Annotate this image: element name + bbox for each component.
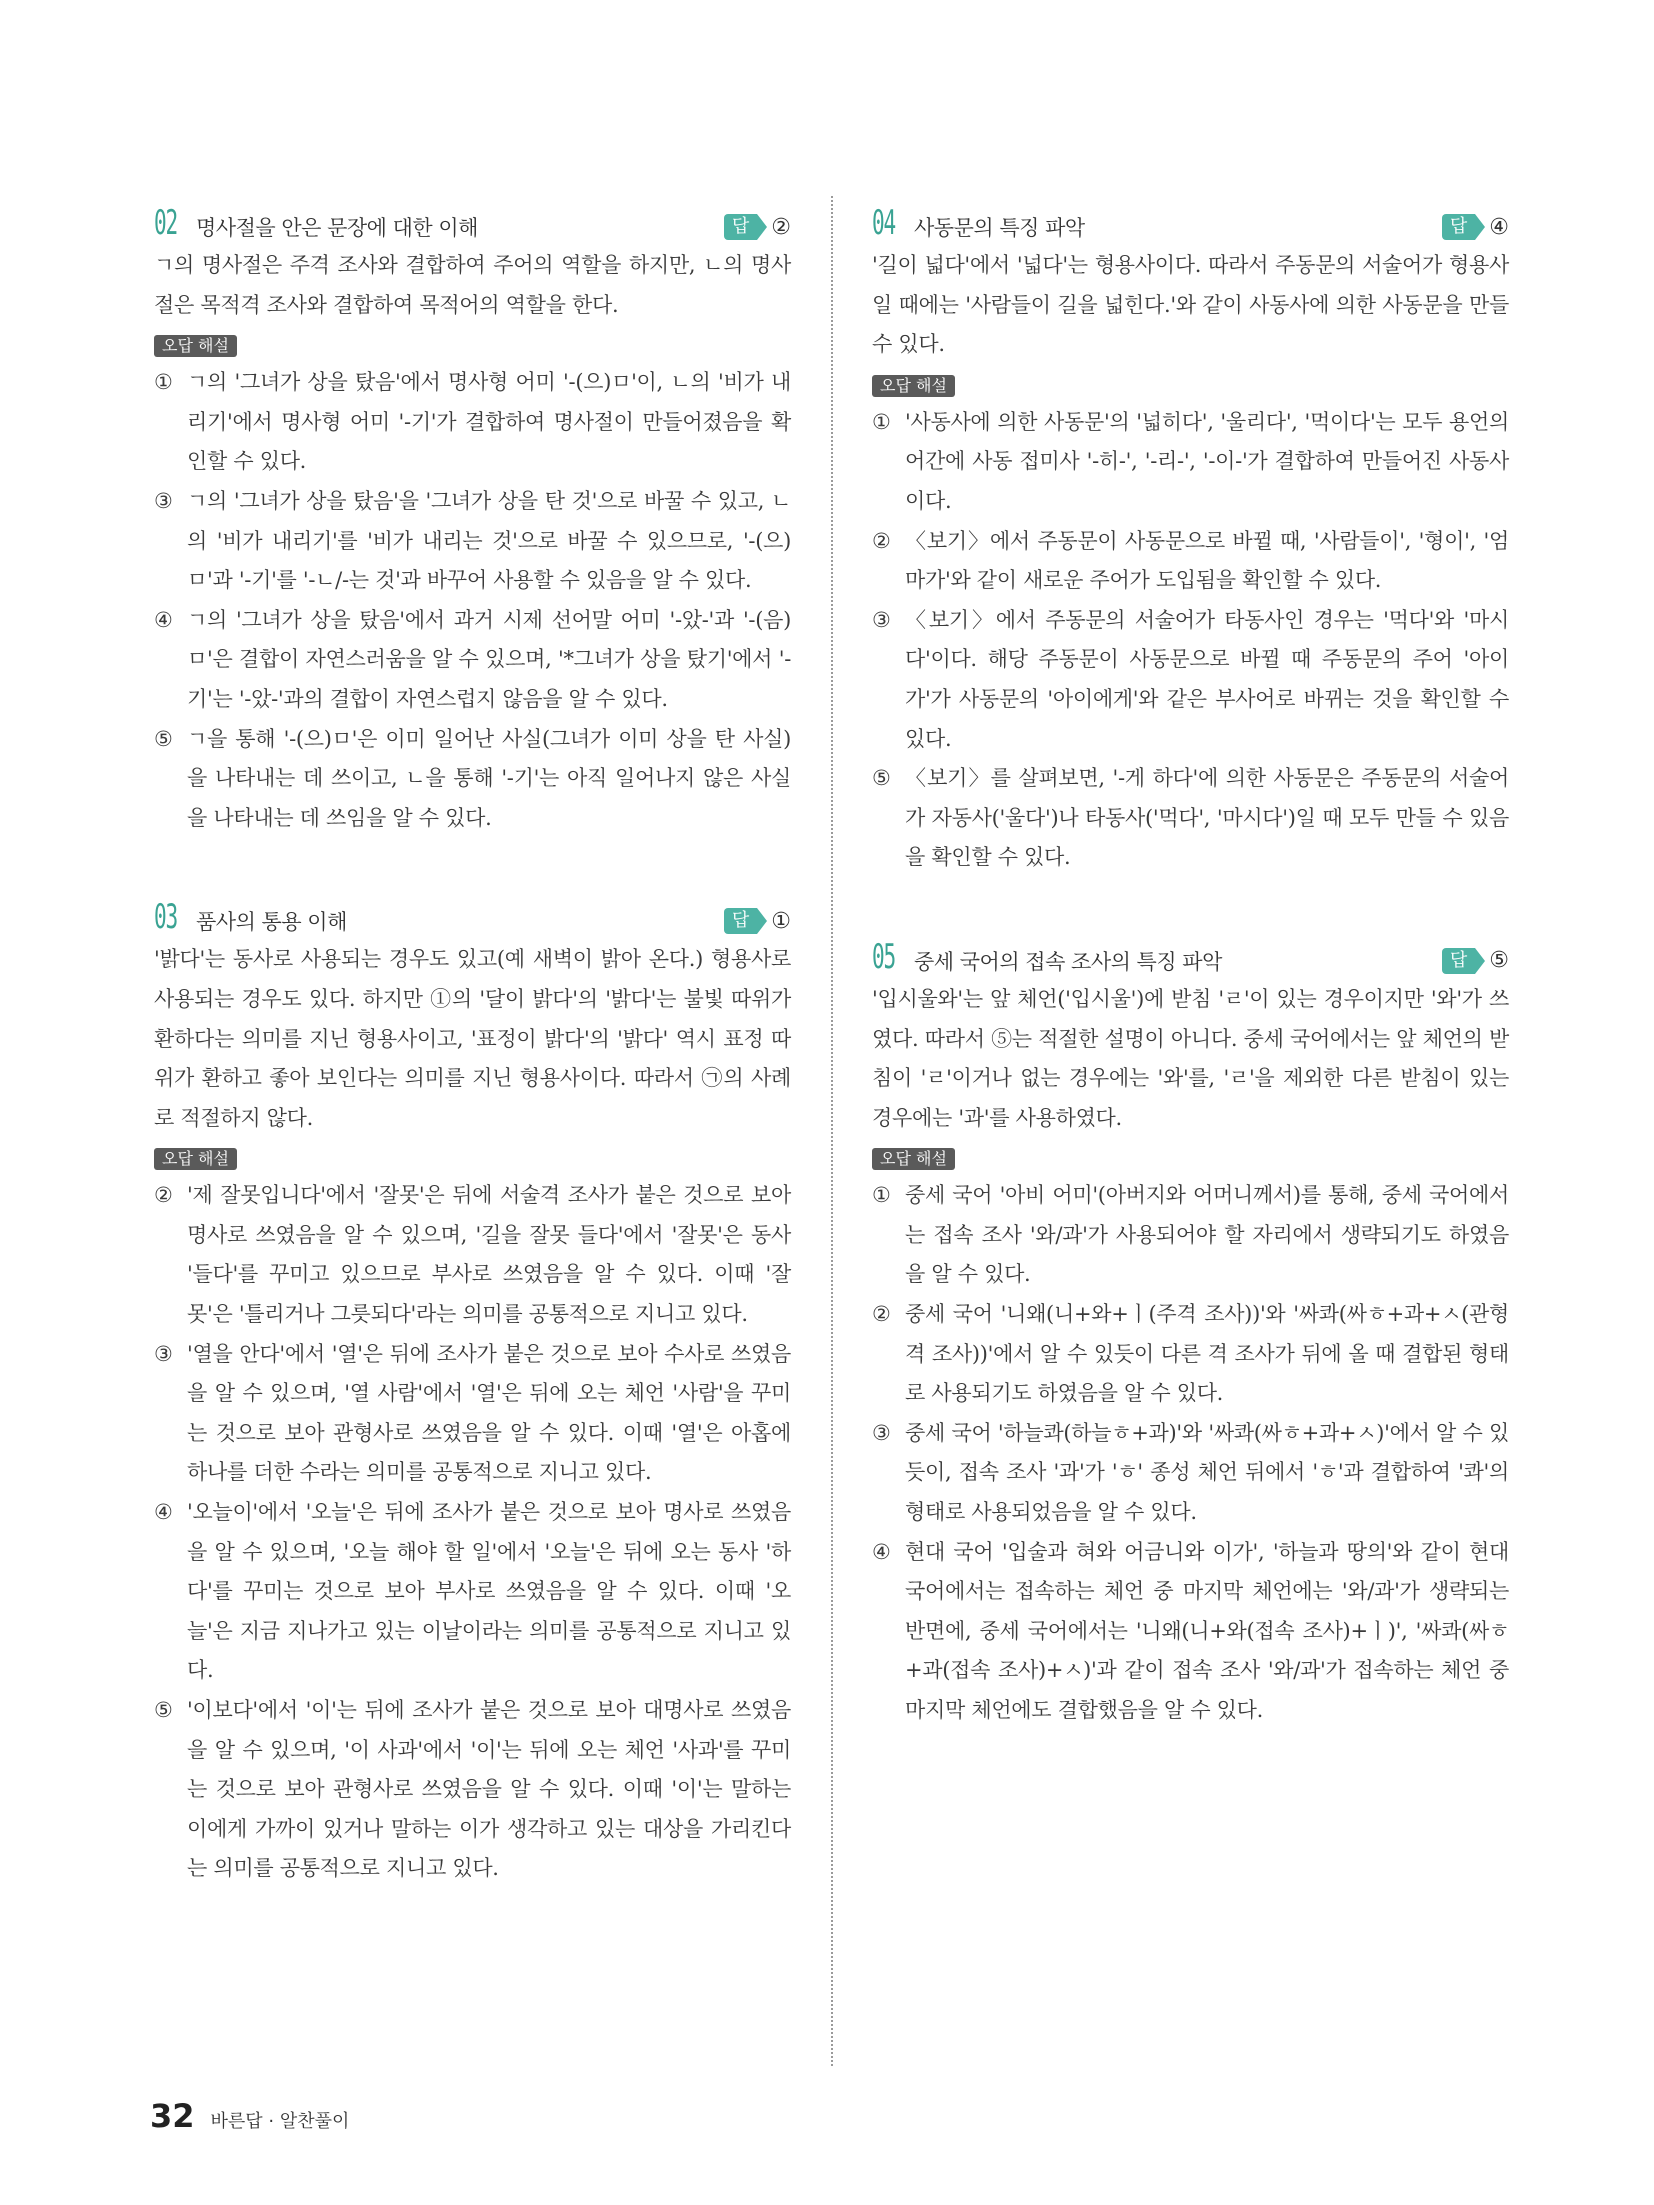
wrong-answer-item — [872, 601, 1509, 759]
explanation-text: '입시울와'는 앞 체언('입시울')에 받침 'ㄹ'이 있는 경우이지만 '와'가 쓰였다. 따라서 ⑤는 적절한 설명이 아니다. 중세 국어에서는 앞 체언의 받침이 'ㄹ'이거나 없는 경우에는 '와'를, 'ㄹ'을 제외한 다른 받침이 있는 경우에는 '과'를 사용하였다. — [872, 986, 1509, 1130]
wrong-answer-item — [872, 522, 1509, 601]
item-marker: ③ — [872, 607, 891, 632]
section-header — [154, 196, 791, 243]
item-marker: ③ — [154, 488, 173, 513]
item-marker: ② — [872, 528, 891, 553]
wrong-answer-item — [872, 403, 1509, 522]
section-header — [872, 930, 1509, 977]
question-number: 05 — [872, 936, 895, 977]
item-text: ㄱ의 '그녀가 상을 탔음'에서 과거 시제 선어말 어미 '-았-'과 '-(음)ㅁ'은 결합이 자연스러움을 알 수 있으며, '*그녀가 상을 탔기'에서 '-기'는 '-았-'과의 결합이 자연스럽지 않음을 알 수 있다. — [187, 607, 791, 711]
answer-badge: 답 — [1442, 214, 1475, 240]
question-number: 02 — [154, 203, 177, 243]
question-section — [872, 196, 1509, 878]
wrong-answer-tag: 오답 해설 — [872, 1148, 955, 1170]
wrong-answer-item — [154, 720, 791, 839]
wrong-answer-item — [872, 1533, 1509, 1731]
wrong-answer-list — [154, 1176, 791, 1889]
item-marker: ③ — [154, 1341, 173, 1366]
item-text: 〈보기〉에서 주동문이 사동문으로 바뀔 때, '사람들이', '형이', '엄마가'와 같이 새로운 주어가 도입됨을 확인할 수 있다. — [905, 528, 1509, 593]
answer-indicator — [1442, 948, 1509, 974]
item-text: 중세 국어 '하늘콰(하늘ㅎ+과)'와 '싸콰(싸ㅎ+과+ㅅ)'에서 알 수 있듯이, 접속 조사 '과'가 'ㅎ' 종성 체언 뒤에서 'ㅎ'과 결합하여 '콰'의 형태로 사용되었음을 알 수 있다. — [905, 1420, 1509, 1525]
wrong-answer-item — [154, 1176, 791, 1334]
wrong-answer-item — [872, 759, 1509, 878]
item-text: '오늘이'에서 '오늘'은 뒤에 조사가 붙은 것으로 보아 명사로 쓰였음을 알 수 있으며, '오늘 해야 할 일'에서 '오늘'은 뒤에 오는 동사 '하다'를 꾸미는 것으로 보아 부사로 쓰였음을 알 수 있다. 이때 '오늘'은 지금 지나가고 있는 이날이라는 의미를 공통적으로 지니고 있다. — [187, 1500, 791, 1683]
wrong-answer-item — [872, 1176, 1509, 1295]
question-number: 04 — [872, 203, 895, 243]
right-column — [872, 196, 1509, 1783]
wrong-answer-list — [872, 403, 1509, 878]
wrong-answer-item — [872, 1414, 1509, 1533]
answer-indicator — [1442, 214, 1509, 240]
item-marker: ④ — [154, 1500, 173, 1525]
item-marker: ③ — [872, 1420, 891, 1445]
item-text: 중세 국어 '니왜(니+와+ㅣ(주격 조사))'와 '싸콰(싸ㅎ+과+ㅅ(관형격 조사))'에서 알 수 있듯이 다른 격 조사가 뒤에 올 때 결합된 형태로 사용되기도 하였음을 알 수 있다. — [905, 1302, 1509, 1406]
item-text: ㄱ의 '그녀가 상을 탔음'을 '그녀가 상을 탄 것'으로 바꿀 수 있고, ㄴ의 '비가 내리기'를 '비가 내리는 것'으로 바꿀 수 있으므로, '-(으)ㅁ'과 '-기'를 '-ㄴ/-는 것'과 바꾸어 사용할 수 있음을 알 수 있다. — [187, 488, 791, 593]
item-text: 〈보기〉를 살펴보면, '-게 하다'에 의한 사동문은 주동문의 서술어가 자동사('울다')나 타동사('먹다', '마시다')일 때 모두 만들 수 있음을 확인할 수 있다. — [905, 766, 1509, 870]
section-title: 사동문의 특징 파악 — [914, 216, 1085, 240]
answer-badge: 답 — [724, 908, 757, 934]
item-marker: ⑤ — [154, 726, 173, 751]
item-text: '사동사에 의한 사동문'의 '넓히다', '울리다', '먹이다'는 모두 용언의 어간에 사동 접미사 '-히-', '-리-', '-이-'가 결합하여 만들어진 사동사이다. — [905, 409, 1509, 513]
wrong-answer-item — [154, 1493, 791, 1691]
explanation-text: '길이 넓다'에서 '넓다'는 형용사이다. 따라서 주동문의 서술어가 형용사일 때에는 '사람들이 길을 넓힌다.'와 같이 사동사에 의한 사동문을 만들 수 있다. — [872, 253, 1509, 357]
column-divider — [831, 196, 833, 2066]
wrong-answer-tag: 오답 해설 — [154, 1148, 237, 1170]
wrong-answer-item — [154, 1691, 791, 1889]
wrong-answer-item — [154, 601, 791, 720]
item-text: ㄱ을 통해 '-(으)ㅁ'은 이미 일어난 사실(그녀가 이미 상을 탄 사실)을 나타내는 데 쓰이고, ㄴ을 통해 '-기'는 아직 일어나지 않은 사실을 나타내는 데 쓰임을 알 수 있다. — [187, 726, 791, 830]
answer-value: ④ — [1489, 214, 1509, 240]
explanation-text: '밝다'는 동사로 사용되는 경우도 있고(예 새벽이 밝아 온다.) 형용사로 사용되는 경우도 있다. 하지만 ①의 '달이 밝다'의 '밝다'는 불빛 따위가 환하다는 의미를 지닌 형용사이고, '표정이 밝다'의 '밝다' 역시 표정 따위가 환하고 좋아 보인다는 의미를 지닌 형용사이다. 따라서 ㉠의 사례로 적절하지 않다. — [154, 947, 791, 1130]
answer-indicator — [724, 908, 791, 934]
wrong-answer-item — [154, 1335, 791, 1493]
item-marker: ⑤ — [872, 766, 891, 791]
item-text: 〈보기〉에서 주동문의 서술어가 타동사인 경우는 '먹다'와 '마시다'이다. 해당 주동문이 사동문으로 바뀔 때 주동문의 주어 '아이가'가 사동문의 '아이에게'와 같은 부사어로 바뀌는 것을 확인할 수 있다. — [905, 607, 1509, 751]
wrong-answer-tag: 오답 해설 — [154, 335, 237, 357]
answer-value: ② — [771, 214, 791, 240]
section-title: 명사절을 안은 문장에 대한 이해 — [196, 216, 478, 240]
question-section — [154, 890, 791, 1889]
wrong-answer-item — [154, 363, 791, 482]
item-text: '열을 안다'에서 '열'은 뒤에 조사가 붙은 것으로 보아 수사로 쓰였음을 알 수 있으며, '열 사람'에서 '열'은 뒤에 오는 체언 '사람'을 꾸미는 것으로 보아 관형사로 쓰였음을 알 수 있다. 이때 '열'은 아홉에 하나를 더한 수라는 의미를 공통적으로 지니고 있다. — [187, 1341, 791, 1485]
question-section — [872, 930, 1509, 1731]
page-number: 32 — [150, 2097, 195, 2135]
wrong-answer-tag: 오답 해설 — [872, 375, 955, 397]
item-marker: ① — [872, 1183, 891, 1208]
item-text: ㄱ의 '그녀가 상을 탔음'에서 명사형 어미 '-(으)ㅁ'이, ㄴ의 '비가 내리기'에서 명사형 어미 '-기'가 결합하여 명사절이 만들어졌음을 확인할 수 있다. — [187, 370, 791, 474]
answer-badge: 답 — [1442, 948, 1475, 974]
item-marker: ① — [154, 370, 173, 395]
question-section — [154, 196, 791, 838]
item-text: '이보다'에서 '이'는 뒤에 조사가 붙은 것으로 보아 대명사로 쓰였음을 알 수 있으며, '이 사과'에서 '이'는 뒤에 오는 체언 '사과'를 꾸미는 것으로 보아 관형사로 쓰였음을 알 수 있다. 이때 '이'는 말하는 이에게 가까이 있거나 말하는 이가 생각하고 있는 대상을 가리킨다는 의미를 공통적으로 지니고 있다. — [187, 1698, 791, 1881]
item-marker: ① — [872, 409, 891, 434]
item-marker: ④ — [154, 607, 173, 632]
answer-badge: 답 — [724, 214, 757, 240]
item-text: 중세 국어 '아비 어미'(아버지와 어머니께서)를 통해, 중세 국어에서는 접속 조사 '와/과'가 사용되어야 할 자리에서 생략되기도 하였음을 알 수 있다. — [905, 1183, 1509, 1287]
item-text: 현대 국어 '입술과 혀와 어금니와 이가', '하늘과 땅의'와 같이 현대 국어에서는 접속하는 체언 중 마지막 체언에는 '와/과'가 생략되는 반면에, 중세 국어에서는 '니왜(니+와(접속 조사)+ㅣ)', '싸콰(싸ㅎ+과(접속 조사)+ㅅ)'과 같이 접속 조사 '와/과'가 접속하는 체언 중 마지막 체언에도 결합했음을 알 수 있다. — [905, 1539, 1509, 1722]
answer-value: ① — [771, 908, 791, 934]
item-marker: ② — [154, 1183, 173, 1208]
wrong-answer-item — [872, 1295, 1509, 1414]
wrong-answer-list — [872, 1176, 1509, 1730]
item-marker: ② — [872, 1302, 891, 1327]
section-header — [154, 890, 791, 938]
wrong-answer-item — [154, 482, 791, 601]
page-footer — [150, 2097, 349, 2135]
answer-indicator — [724, 214, 791, 240]
answer-value: ⑤ — [1489, 948, 1509, 974]
item-text: '제 잘못입니다'에서 '잘못'은 뒤에 서술격 조사가 붙은 것으로 보아 명사로 쓰였음을 알 수 있으며, '길을 잘못 들다'에서 '잘못'은 동사 '들다'를 꾸미고 있으므로 부사로 쓰였음을 알 수 있다. 이때 '잘못'은 '틀리거나 그릇되다'라는 의미를 공통적으로 지니고 있다. — [187, 1183, 791, 1327]
item-marker: ④ — [872, 1539, 891, 1564]
item-marker: ⑤ — [154, 1698, 173, 1722]
section-title: 품사의 통용 이해 — [196, 910, 347, 935]
question-number: 03 — [154, 897, 177, 938]
left-column — [154, 196, 791, 1941]
section-header — [872, 196, 1509, 243]
book-title: 바른답 · 알찬풀이 — [210, 2111, 350, 2132]
wrong-answer-list — [154, 363, 791, 838]
explanation-text: ㄱ의 명사절은 주격 조사와 결합하여 주어의 역할을 하지만, ㄴ의 명사절은 목적격 조사와 결합하여 목적어의 역할을 한다. — [154, 253, 791, 317]
section-title: 중세 국어의 접속 조사의 특징 파악 — [914, 949, 1222, 974]
